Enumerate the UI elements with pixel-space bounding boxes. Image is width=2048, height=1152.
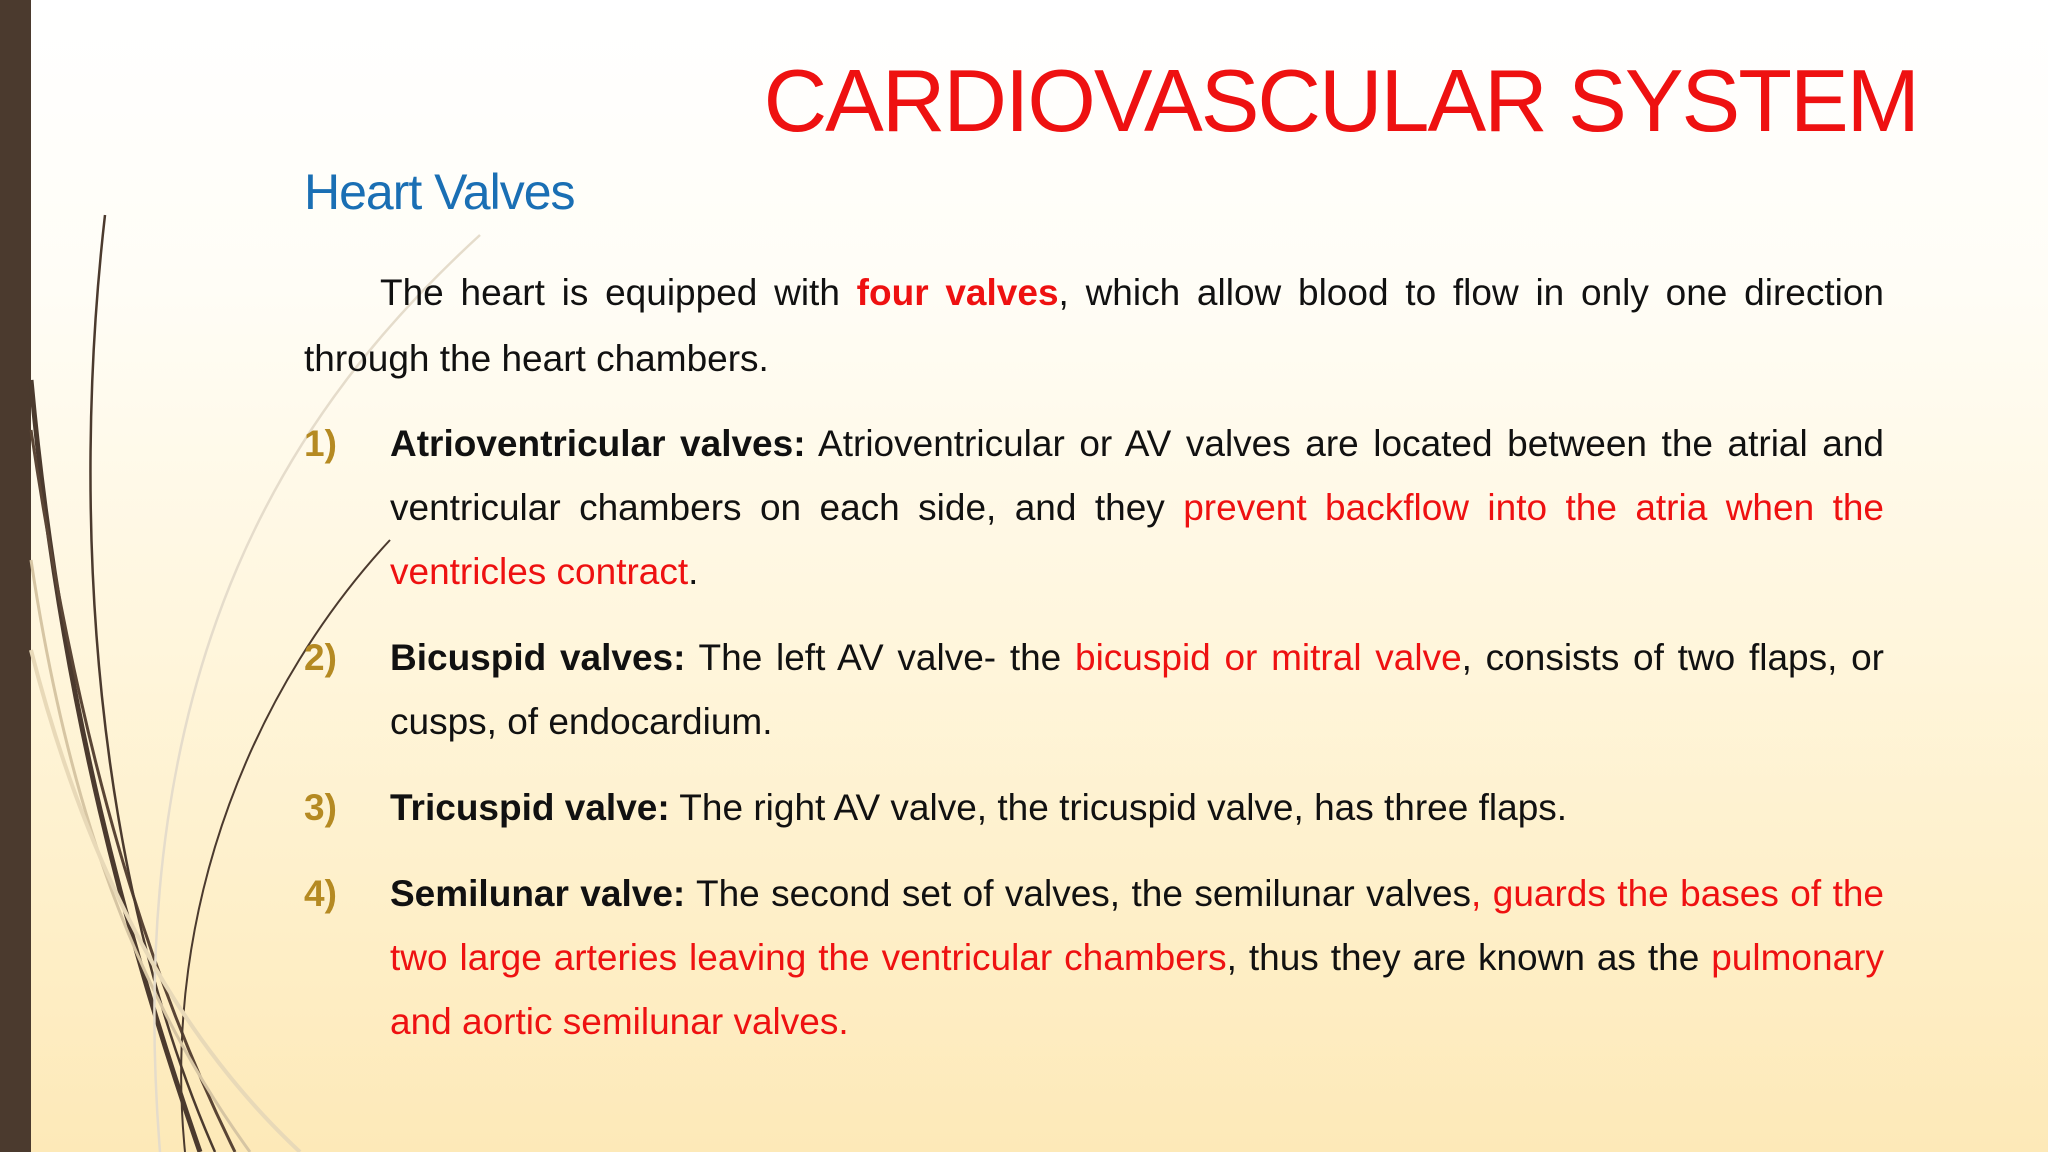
list-term: Tricuspid valve: bbox=[390, 787, 670, 828]
list-item-tricuspid bbox=[304, 776, 1884, 840]
list-highlight: prevent backflow into the atria when the ventricles contract bbox=[390, 487, 1885, 592]
list-highlight: , guards the bases of the two large arteries leaving the ventricular chambers bbox=[390, 873, 1884, 978]
list-number: 3) bbox=[304, 787, 337, 828]
list-item-bicuspid bbox=[304, 626, 1884, 754]
list-term: Semilunar valve: bbox=[390, 873, 686, 914]
intro-highlight: four valves bbox=[856, 272, 1059, 313]
list-text: Atrioventricular or AV valves are located between the atrial and ventricular chambers on each side, and they bbox=[390, 423, 1884, 528]
list-term: Atrioventricular valves: bbox=[390, 423, 806, 464]
list-text: The left AV valve- the bbox=[685, 637, 1075, 678]
slide-body bbox=[304, 260, 1884, 1076]
list-item-atrioventricular bbox=[304, 412, 1884, 604]
list-item-semilunar bbox=[304, 862, 1884, 1054]
list-text-mid: , thus they are known as the bbox=[1226, 937, 1712, 978]
list-text: The second set of valves, the semilunar valves bbox=[685, 873, 1472, 914]
list-number: 2) bbox=[304, 637, 337, 678]
intro-text-end: , which allow blood to flow in only one direction through the heart chambers. bbox=[304, 272, 1884, 379]
slide-title: CARDIOVASCULAR SYSTEM bbox=[763, 51, 1918, 150]
intro-paragraph bbox=[304, 260, 1884, 392]
intro-text: The heart is equipped with bbox=[380, 272, 857, 313]
list-number: 4) bbox=[304, 873, 337, 914]
list-highlight: bicuspid or mitral valve bbox=[1075, 637, 1462, 678]
list-text-end: , consists of two flaps, or cusps, of endocardium. bbox=[390, 637, 1885, 742]
list-highlight-2: pulmonary and aortic semilunar valves. bbox=[390, 937, 1884, 1042]
slide-subtitle: Heart Valves bbox=[304, 164, 575, 220]
list-number: 1) bbox=[304, 423, 337, 464]
list-text-end: . bbox=[688, 551, 699, 592]
list-text: The right AV valve, the tricuspid valve, has three flaps. bbox=[669, 787, 1568, 828]
list-term: Bicuspid valves: bbox=[390, 637, 686, 678]
